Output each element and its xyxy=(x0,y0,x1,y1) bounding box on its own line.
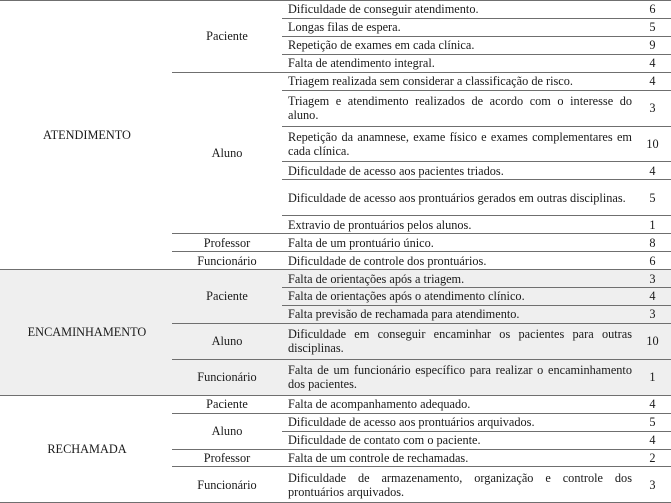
frequency-value: 3 xyxy=(636,270,671,288)
table-row xyxy=(0,395,671,413)
frequency-value: 3 xyxy=(636,467,671,503)
role-label: Professor xyxy=(172,449,282,467)
problem-description: Dificuldade de armazenamento, organização e controle dos prontuários arquivados. xyxy=(282,467,636,503)
problem-description: Dificuldade de contato com o paciente. xyxy=(282,431,636,449)
frequency-value: 4 xyxy=(636,72,671,90)
problem-description: Triagem realizada sem considerar a classificação de risco. xyxy=(282,72,636,90)
frequency-value: 5 xyxy=(636,180,671,216)
role-label: Funcionário xyxy=(172,252,282,270)
role-label: Aluno xyxy=(172,323,282,359)
role-label: Paciente xyxy=(172,270,282,324)
problem-description: Repetição da anamnese, exame físico e exames complementares em cada clínica. xyxy=(282,126,636,162)
role-label: Professor xyxy=(172,234,282,252)
role-label: Funcionário xyxy=(172,467,282,503)
frequency-value: 6 xyxy=(636,252,671,270)
problem-description: Falta de um prontuário único. xyxy=(282,234,636,252)
category-label: ATENDIMENTO xyxy=(0,1,172,270)
frequency-value: 3 xyxy=(636,90,671,126)
frequency-value: 6 xyxy=(636,1,671,19)
category-group xyxy=(0,270,671,396)
problem-description: Falta previsão de rechamada para atendimento. xyxy=(282,305,636,323)
category-group xyxy=(0,395,671,503)
problem-description: Triagem e atendimento realizados de acordo com o interesse do aluno. xyxy=(282,90,636,126)
frequency-value: 8 xyxy=(636,234,671,252)
problem-description: Falta de um controle de rechamadas. xyxy=(282,449,636,467)
problem-description: Falta de orientações após o atendimento clínico. xyxy=(282,288,636,306)
frequency-value: 1 xyxy=(636,359,671,395)
table-row xyxy=(0,270,671,288)
frequency-value: 2 xyxy=(636,449,671,467)
frequency-value: 9 xyxy=(636,36,671,54)
table-row xyxy=(0,1,671,19)
frequency-value: 10 xyxy=(636,126,671,162)
problem-description: Dificuldade de acesso aos pacientes triados. xyxy=(282,162,636,180)
problem-description: Repetição de exames em cada clínica. xyxy=(282,36,636,54)
frequency-value: 4 xyxy=(636,395,671,413)
category-group xyxy=(0,1,671,270)
frequency-value: 10 xyxy=(636,323,671,359)
frequency-value: 4 xyxy=(636,162,671,180)
problem-description: Falta de orientações após a triagem. xyxy=(282,270,636,288)
problem-description: Falta de um funcionário específico para realizar o encaminhamento dos pacientes. xyxy=(282,359,636,395)
problem-description: Longas filas de espera. xyxy=(282,18,636,36)
frequency-value: 1 xyxy=(636,216,671,234)
problem-description: Falta de atendimento integral. xyxy=(282,54,636,72)
problem-description: Dificuldade de controle dos prontuários. xyxy=(282,252,636,270)
frequency-value: 4 xyxy=(636,54,671,72)
frequency-value: 5 xyxy=(636,413,671,431)
problem-description: Dificuldade de conseguir atendimento. xyxy=(282,1,636,19)
role-label: Funcionário xyxy=(172,359,282,395)
role-label: Aluno xyxy=(172,72,282,233)
category-label: RECHAMADA xyxy=(0,395,172,503)
problem-description: Falta de acompanhamento adequado. xyxy=(282,395,636,413)
role-label: Paciente xyxy=(172,1,282,73)
problem-description: Extravio de prontuários pelos alunos. xyxy=(282,216,636,234)
problem-description: Dificuldade em conseguir encaminhar os pacientes para outras disciplinas. xyxy=(282,323,636,359)
category-label: ENCAMINHAMENTO xyxy=(0,270,172,396)
role-label: Paciente xyxy=(172,395,282,413)
frequency-value: 4 xyxy=(636,288,671,306)
frequency-value: 4 xyxy=(636,431,671,449)
frequency-value: 3 xyxy=(636,305,671,323)
problem-description: Dificuldade de acesso aos prontuários arquivados. xyxy=(282,413,636,431)
role-label: Aluno xyxy=(172,413,282,449)
frequency-value: 5 xyxy=(636,18,671,36)
problem-description: Dificuldade de acesso aos prontuários gerados em outras disciplinas. xyxy=(282,180,636,216)
